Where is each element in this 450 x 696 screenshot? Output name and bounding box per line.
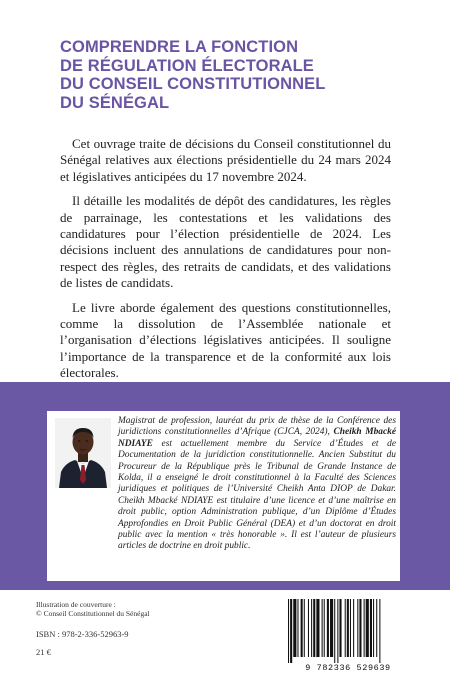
title-line: COMPRENDRE LA FONCTION [60,38,299,56]
title-line: DU CONSEIL CONSTITUTIONNEL [60,75,326,93]
author-portrait-image [55,418,111,488]
summary-paragraph: Il détaille les modalités de dépôt des candidatures, les règles de parrainage, les contestations et les validations des candidatures pour l’élection présidentielle de 2024. Les décisions incluent des annulations de candidatures pour non-respect des règles, des retraits de candidats, et des validations de listes de candidats. [60,193,391,291]
title-line: DE RÉGULATION ÉLECTORALE [60,56,314,75]
summary-paragraph: Cet ouvrage traite de décisions du Conseil constitutionnel du Sénégal relatives aux élections présidentielle du 24 mars 2024 et législatives anticipées du 17 novembre 2024. [60,136,391,184]
book-title [60,38,390,112]
author-biography [118,416,396,553]
barcode-number: 9 782336 529639 [305,663,391,673]
title-line: DU SÉNÉGAL [60,93,170,112]
isbn-label: ISBN : 978-2-336-52963-9 [36,629,129,639]
barcode-bars [282,599,414,663]
price-label: 21 € [36,647,51,657]
summary-text [60,136,391,390]
bio-details: est actuellement membre du Service d’Études et de Documentation de la juridiction constitutionnelle. Ancien Substitut du Procureur de la République près le Tribunal de Grande Instance de Kolda, il a enseigné le droit constitutionnel à la Faculté des Sciences juridiques et politiques de l’Université Cheikh Anta DIOP de Dakar. Cheikh Mbacké NDIAYE est titulaire d’une licence et d’une maîtrise en droit public, option Administration publique, d’un Diplôme d’Études Approfondies en Droit Public Général (DEA) et d’un doctorat en droit public avec la mention « très honorable ». Il est l’auteur de plusieurs articles de doctrine en droit public. [118,438,396,552]
barcode [282,599,414,669]
summary-paragraph: Le livre aborde également des questions constitutionnelles, comme la dissolution de l’Assemblée nationale et l’organisation d’élections législatives anticipées. Il souligne l’importance de la transparence et de la conformité aux lois électorales. [60,299,391,381]
cover-credit [36,600,236,618]
author-photo [55,418,111,488]
author-name: Cheikh Mbacké NDIAYE [118,427,396,449]
credit-line: Illustration de couverture : [36,600,116,609]
bio-intro: Magistrat de profession, lauréat du prix de thèse de la Conférence des juridictions constitutionnelles d’Afrique (CJCA, 2024), [118,416,396,438]
credit-line: © Conseil Constitutionnel du Sénégal [36,609,150,618]
